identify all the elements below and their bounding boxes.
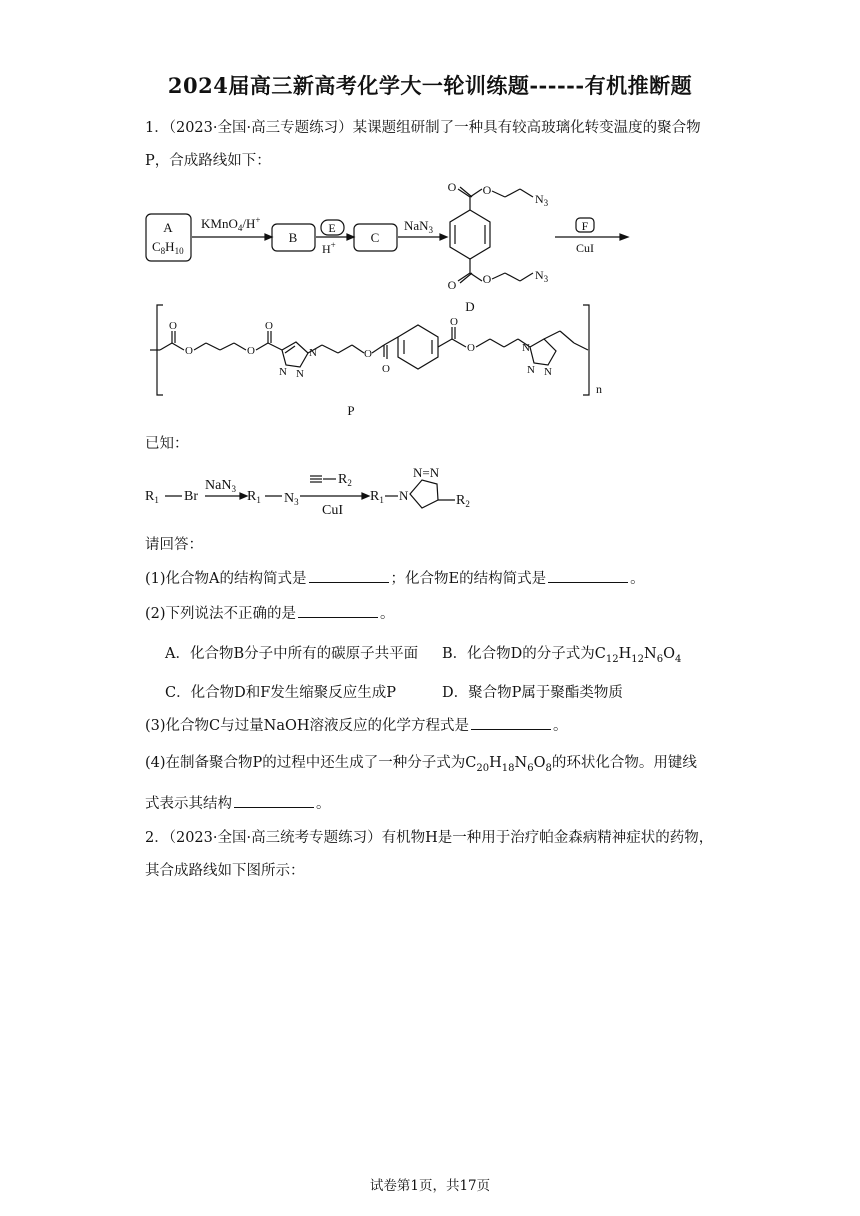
- known-r1-c: $R_1$: [370, 489, 384, 505]
- svg-text:O: O: [467, 342, 475, 354]
- page-footer: 试卷第1页，共17页: [369, 1178, 491, 1194]
- q1-intro-2: P，合成路线如下：: [145, 153, 271, 169]
- page-title: 2024届高三新高考化学大一轮训练题------有机推断题: [167, 73, 693, 98]
- answer-blank[interactable]: [548, 568, 628, 583]
- box-a-label: A: [163, 220, 173, 235]
- polymer-p-label: P: [347, 403, 355, 415]
- box-a-formula: $C_8H_{10}$: [152, 239, 184, 256]
- q2-intro-2: 其合成路线如下图所示：: [145, 863, 305, 879]
- reagent-kmno4: KMnO$_4$/H+: [201, 215, 261, 233]
- svg-text:O: O: [447, 180, 457, 194]
- q2-intro-1: 2．（2023·全国·高三统考专题练习）有机物H是一种用于治疗帕金森病精神症状的药物，: [145, 830, 714, 846]
- svg-text:N: N: [309, 347, 317, 359]
- svg-text:N: N: [544, 366, 552, 378]
- reagent-h-plus: H+: [322, 240, 336, 256]
- known-reaction: [0, 442, 860, 522]
- option-c: C．化合物D和F发生缩聚反应生成P: [165, 685, 397, 701]
- svg-text:O: O: [364, 348, 372, 360]
- known-br: Br: [184, 489, 198, 504]
- svg-text:O: O: [185, 345, 193, 357]
- svg-text:O: O: [450, 316, 458, 328]
- svg-text:O: O: [382, 363, 390, 375]
- reagent-e-label: E: [328, 221, 336, 235]
- d-top-n3: $N_3$: [535, 192, 549, 208]
- compound-d-label: D: [465, 299, 475, 314]
- option-a: A．化合物B分子中所有的碳原子共平面: [165, 646, 419, 662]
- q1-sub1: (1)化合物A的结构简式是 ；化合物E的结构简式是 。: [145, 568, 645, 589]
- q1-sub2: (2)下列说法不正确的是 。: [145, 603, 395, 624]
- svg-text:O: O: [482, 272, 492, 286]
- reagent-f-label: F: [581, 219, 589, 233]
- answer-blank[interactable]: [298, 603, 378, 618]
- q1-intro-1: 1．（2023·全国·高三专题练习）某课题组研制了一种具有较高玻璃化转变温度的聚合物: [145, 120, 701, 136]
- reagent-nan3: NaN$_3$: [404, 218, 434, 235]
- known-r1: $R_1$: [145, 489, 159, 505]
- svg-text:N: N: [296, 368, 304, 380]
- d-bottom-n3: $N_3$: [535, 268, 549, 284]
- synthesis-scheme: [0, 175, 860, 415]
- box-b-label: B: [288, 230, 298, 245]
- svg-text:O: O: [482, 183, 492, 197]
- svg-text:N: N: [527, 364, 535, 376]
- known-r1-b: $R_1$: [247, 489, 261, 505]
- q1-sub3: (3)化合物C与过量NaOH溶液反应的化学方程式是 。: [145, 715, 568, 736]
- option-b: B．化合物D的分子式为$C_{12}H_{12}N_6O_4$: [442, 646, 682, 665]
- svg-text:N: N: [279, 366, 287, 378]
- repeat-n: n: [596, 382, 602, 396]
- box-c-label: C: [370, 230, 380, 245]
- known-r2: $R_2$: [338, 472, 352, 488]
- known-label: 已知：: [145, 436, 189, 452]
- svg-text:O: O: [247, 345, 255, 357]
- svg-text:O: O: [169, 320, 177, 332]
- answer-blank[interactable]: [471, 715, 551, 730]
- q1-sub4-line1: (4)在制备聚合物P的过程中还生成了一种分子式为$C_{20}H_{18}N_6O_8$的环状化合物。用键线: [145, 755, 697, 774]
- option-d: D．聚合物P属于聚酯类物质: [442, 685, 623, 701]
- svg-text:O: O: [265, 320, 273, 332]
- svg-text:N: N: [522, 342, 530, 354]
- known-nan3: NaN$_3$: [205, 478, 236, 494]
- svg-text:O: O: [447, 278, 457, 292]
- q1-sub4-line2: 式表示其结构 。: [145, 793, 331, 814]
- known-r2-b: $R_2$: [456, 493, 470, 509]
- please-answer: 请回答：: [145, 537, 203, 553]
- known-cui: CuI: [322, 503, 343, 518]
- known-n3: $N_3$: [284, 491, 299, 507]
- known-n-eq-n: N=N: [413, 465, 440, 480]
- reagent-cui: CuI: [576, 241, 594, 255]
- known-n-ring: N: [399, 488, 409, 503]
- answer-blank[interactable]: [234, 793, 314, 808]
- answer-blank[interactable]: [309, 568, 389, 583]
